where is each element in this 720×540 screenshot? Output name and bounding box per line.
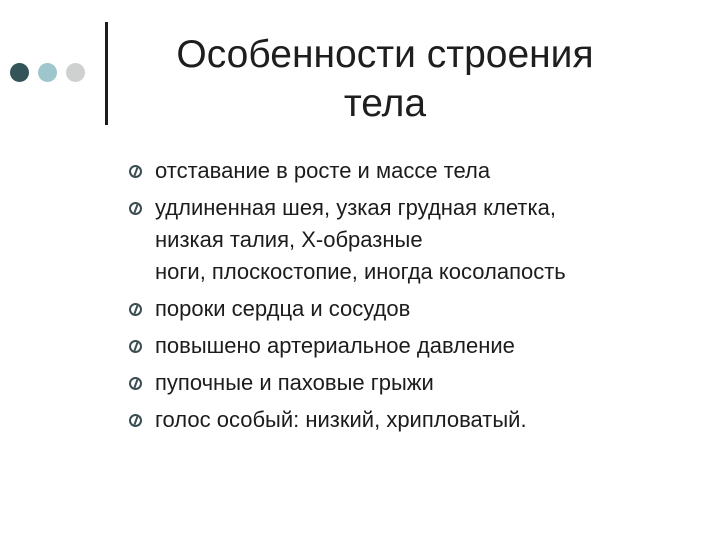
bullet-list [128, 155, 698, 441]
decorative-dots [10, 63, 85, 82]
bullet-text: голос особый: низкий, хрипловатый. [155, 407, 527, 432]
bullet-text: пороки сердца и сосудов [155, 296, 411, 321]
circle-slash-bullet-icon [129, 340, 142, 353]
bullet-item [128, 293, 698, 325]
slide-title [150, 30, 620, 128]
bullet-item [128, 330, 698, 362]
slide-title-line-1: Особенности строения [176, 33, 594, 76]
circle-slash-bullet-icon [129, 202, 142, 215]
bullet-text: низкая талия, Х-образные [155, 227, 423, 252]
bullet-item [128, 155, 698, 187]
slide-title-line-2: тела [343, 82, 427, 125]
dot-light-blue-icon [38, 63, 57, 82]
title-divider-line [105, 22, 108, 125]
circle-slash-bullet-icon [129, 303, 142, 316]
circle-slash-bullet-icon [129, 414, 142, 427]
circle-slash-bullet-icon [129, 377, 142, 390]
bullet-item [128, 367, 698, 399]
bullet-text: отставание в росте и массе тела [155, 158, 491, 183]
bullet-text: удлиненная шея, узкая грудная клетка, [155, 195, 556, 220]
dot-grey-icon [66, 63, 85, 82]
bullet-text: повышено артериальное давление [155, 333, 515, 358]
dot-dark-icon [10, 63, 29, 82]
bullet-item [128, 192, 698, 288]
bullet-text: ноги, плоскостопие, иногда косолапость [155, 259, 566, 284]
circle-slash-bullet-icon [129, 165, 142, 178]
bullet-item [128, 404, 698, 436]
bullet-text: пупочные и паховые грыжи [155, 370, 434, 395]
